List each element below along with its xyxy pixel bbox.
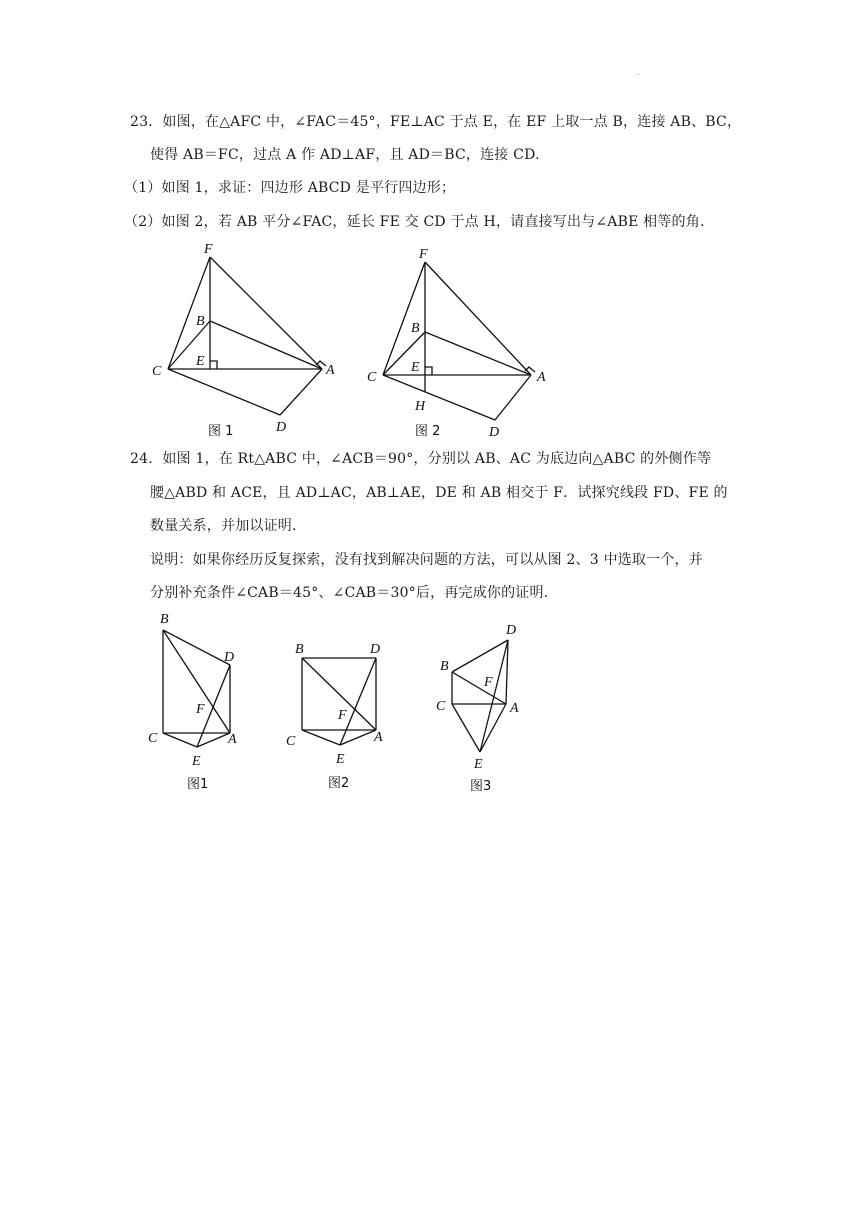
- label-B: B: [411, 321, 420, 336]
- label-C: C: [148, 731, 158, 746]
- label-E: E: [196, 354, 205, 369]
- q23-line-2: 使得 AB＝FC，过点 A 作 AD⊥AF，且 AD＝BC，连接 CD.: [150, 147, 540, 163]
- q23-line-1: 23．如图，在△AFC 中，∠FAC＝45°，FE⊥AC 于点 E，在 EF 上取一点 B，连接 AB、BC，: [130, 114, 742, 130]
- q24-figure-2: [280, 635, 400, 795]
- label-C: C: [152, 364, 162, 379]
- label-B: B: [196, 314, 205, 329]
- caption: 图3: [470, 779, 492, 794]
- label-A: A: [326, 363, 335, 378]
- label-C: C: [367, 370, 377, 385]
- label-C: C: [286, 734, 296, 749]
- label-E: E: [192, 754, 201, 769]
- label-F: F: [419, 247, 428, 262]
- label-D: D: [506, 623, 517, 638]
- q24-line-3: 数量关系，并加以证明．: [150, 518, 307, 534]
- header-mark: .: [637, 68, 640, 77]
- label-B: B: [160, 612, 169, 627]
- label-E: E: [411, 360, 420, 375]
- q24-line-4: 说明：如果你经历反复探索，没有找到解决问题的方法，可以从图 2、3 中选取一个，并: [150, 552, 703, 568]
- caption: 图2: [328, 776, 350, 791]
- label-F: F: [338, 708, 347, 723]
- label-D: D: [370, 642, 381, 657]
- label-A: A: [374, 730, 383, 745]
- caption: 图1: [187, 777, 209, 792]
- caption: 图 2: [415, 424, 441, 439]
- label-C: C: [436, 699, 446, 714]
- label-B: B: [440, 659, 449, 674]
- label-B: B: [295, 642, 304, 657]
- q23-figure-1: [140, 235, 350, 445]
- label-F: F: [196, 702, 205, 717]
- label-D: D: [276, 420, 287, 435]
- label-D: D: [224, 650, 235, 665]
- label-D: D: [489, 425, 500, 440]
- label-A: A: [537, 370, 546, 385]
- label-F: F: [484, 675, 493, 690]
- q24-line-5: 分别补充条件∠CAB＝45°、∠CAB＝30°后，再完成你的证明．: [150, 585, 558, 601]
- label-F: F: [204, 242, 213, 257]
- label-E: E: [474, 757, 483, 772]
- label-A: A: [228, 732, 237, 747]
- label-A: A: [510, 701, 519, 716]
- q23-part-1: （1）如图 1，求证：四边形 ABCD 是平行四边形；: [124, 180, 456, 196]
- q24-figure-1: [140, 605, 270, 795]
- label-H: H: [415, 399, 426, 414]
- q23-part-2: （2）如图 2，若 AB 平分∠FAC，延长 FE 交 CD 于点 H，请直接写出与∠ABE 相等的角.: [124, 214, 705, 230]
- q24-line-1: 24．如图 1，在 Rt△ABC 中，∠ACB＝90°，分别以 AB、AC 为底边向△ABC 的外侧作等: [130, 451, 712, 467]
- label-E: E: [336, 752, 345, 767]
- q24-figure-3: [430, 620, 540, 800]
- q23-figure-2: [355, 240, 565, 450]
- q24-line-2: 腰△ABD 和 ACE，且 AD⊥AC，AB⊥AE，DE 和 AB 相交于 F．试探究线段 FD、FE 的: [150, 485, 728, 501]
- caption: 图 1: [208, 424, 234, 439]
